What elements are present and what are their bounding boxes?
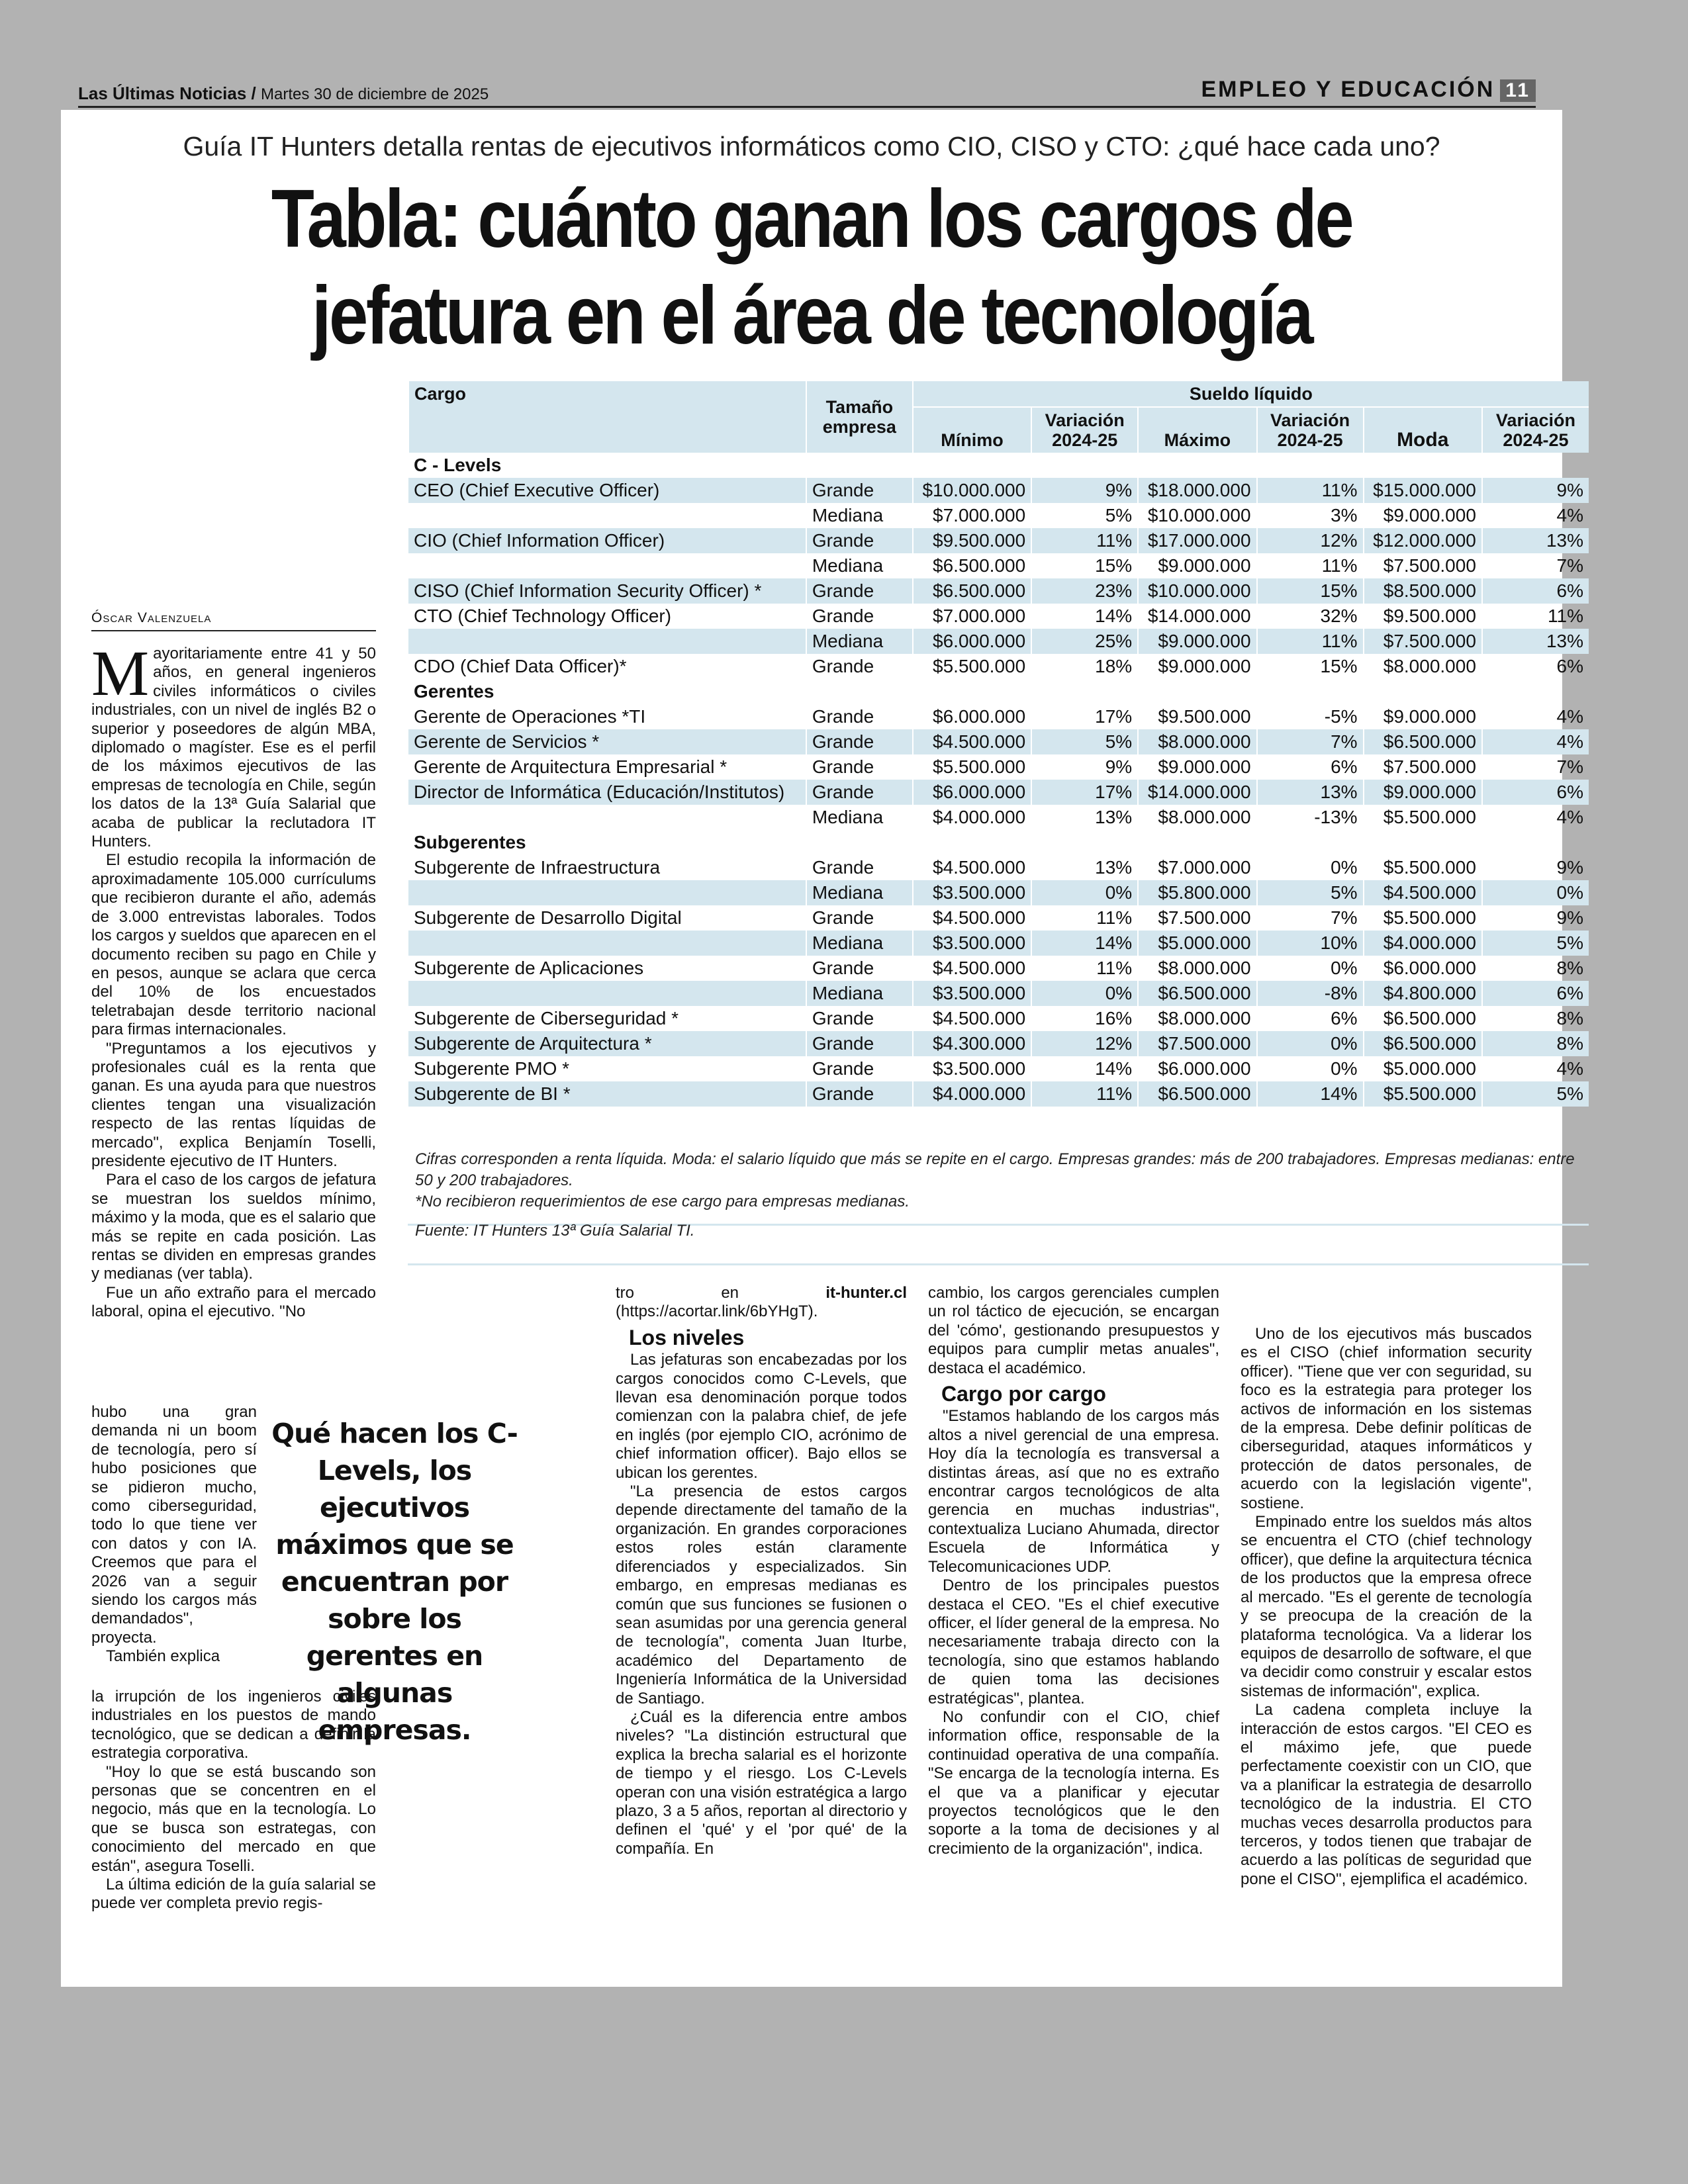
cell-value: 11% — [1257, 629, 1364, 654]
cell-value: 15% — [1257, 578, 1364, 604]
cell-cargo: Gerente de Operaciones *TI — [414, 706, 646, 727]
cell-value: 6% — [1257, 754, 1364, 780]
cell-value: $3.500.000 — [913, 1056, 1031, 1081]
cell-value: 15% — [1257, 654, 1364, 679]
cell-value: 4% — [1482, 1056, 1589, 1081]
table-row — [408, 754, 1589, 780]
cell-value: 11% — [1482, 604, 1589, 629]
table-row — [408, 1031, 1589, 1056]
cell-value: 11% — [1031, 905, 1138, 931]
paragraph: "Hoy lo que se está buscando son personas que se concentren en el negocio, más que en la tecnología. Lo que se busca son estrategas, con conocimiento del mercado en que están", asegura Toselli. — [91, 1762, 376, 1875]
masthead — [78, 77, 1536, 110]
cell-value: $7.500.000 — [1138, 1031, 1256, 1056]
cell-value: $9.000.000 — [1138, 553, 1256, 578]
header-size: Tamaño empresa — [806, 381, 913, 453]
paragraph: hubo una gran demanda ni un boom de tecnología, pero sí hubo posiciones que se pidieron mucho, como ciberseguridad, todo lo que tiene ver con datos y con IA. Creemos que para el 2026 van a seguir siendo los cargos más demandados", proyecta. — [91, 1403, 257, 1647]
cell-value: $7.000.000 — [1138, 855, 1256, 880]
cell-value: 14% — [1031, 931, 1138, 956]
table-row — [408, 704, 1589, 729]
cell-value: $9.000.000 — [1364, 503, 1482, 528]
table-body — [408, 453, 1589, 1107]
cell-size: Grande — [806, 855, 913, 880]
cell-value: 6% — [1482, 654, 1589, 679]
table-row — [408, 956, 1589, 981]
cell-cargo: Subgerente de Desarrollo Digital — [414, 907, 682, 928]
byline-rule — [91, 630, 376, 631]
table-row — [408, 805, 1589, 830]
cell-value: 18% — [1031, 654, 1138, 679]
cell-cargo: Director de Informática (Educación/Institutos) — [408, 780, 806, 805]
cell-value: $9.000.000 — [1364, 704, 1482, 729]
cell-value: 5% — [1031, 503, 1138, 528]
cell-cargo: Subgerente de Ciberseguridad * — [414, 1008, 679, 1028]
cell-cargo: Subgerente de Infraestructura — [414, 857, 661, 878]
cell-value: 7% — [1482, 754, 1589, 780]
paragraph: la irrupción de los ingenieros civiles industriales en los puestos de mando tecnológico, que se dedican a definir la estrategia corporativa. — [91, 1688, 376, 1762]
cell-size: Mediana — [806, 503, 913, 528]
cell-value: 3% — [1257, 503, 1364, 528]
cell-value: $5.000.000 — [1364, 1056, 1482, 1081]
cell-value: 9% — [1031, 754, 1138, 780]
table-row — [408, 503, 1589, 528]
cell-value: 6% — [1482, 981, 1589, 1006]
cell-cargo: CDO (Chief Data Officer)* — [414, 656, 627, 676]
paragraph: "Preguntamos a los ejecutivos y profesionales cuál es la renta que ganan. Es una ayuda para que nuestros clientes tengan una visualización respecto de las rentas líquidas de mercado", explica Benjamín Toselli, presidente ejecutivo de IT Hunters. — [91, 1039, 376, 1170]
cell-value: $4.000.000 — [913, 1081, 1031, 1107]
cell-value: $4.500.000 — [913, 956, 1031, 981]
paragraph: tro en it-hunter.cl (https://acortar.link/6bYHgT). — [616, 1284, 907, 1321]
paragraph: "La presencia de estos cargos depende directamente del tamaño de la organización. En grandes corporaciones estos roles están claramente diferenciados y especializados. Sin embargo, en empresas medianas es común que sus funciones se fusionen o sean asumidas por una gerencia general de tecnología", comenta Juan Iturbe, académico del Departamento de Ingeniería Informática de la Universidad de Santiago. — [616, 1482, 907, 1707]
cell-cargo — [408, 629, 806, 654]
cell-value: $5.800.000 — [1138, 880, 1256, 905]
paragraph: Las jefaturas son encabezadas por los cargos conocidos como C-Levels, que llevan esa denominación porque todos comienzan con la palabra chief, de jefe en inglés (por ejemplo CIO, acrónimo de chief information officer). Bajo ellos se ubican los gerentes. — [616, 1351, 907, 1482]
cell-value: $3.500.000 — [913, 880, 1031, 905]
cell-value: $15.000.000 — [1364, 478, 1482, 503]
cell-value: $6.000.000 — [1364, 956, 1482, 981]
cell-value: $3.500.000 — [913, 981, 1031, 1006]
cell-size: Grande — [806, 1006, 913, 1031]
cell-value: 16% — [1031, 1006, 1138, 1031]
table-note-asterisk: *No recibieron requerimientos de ese cargo para empresas medianas. — [415, 1193, 910, 1210]
cell-size: Mediana — [806, 981, 913, 1006]
cell-value: $9.000.000 — [1364, 780, 1482, 805]
table-row — [408, 478, 1589, 503]
cell-size: Grande — [806, 478, 913, 503]
cell-value: $6.500.000 — [1364, 1031, 1482, 1056]
cell-size: Mediana — [806, 931, 913, 956]
cell-value: 11% — [1031, 956, 1138, 981]
paragraph: La cadena completa incluye la interacción de estos cargos. "El CEO es el máximo jefe, que puede perfectamente coexistir con un CIO, que va a planificar la estrategia de desarrollo tecnológico de la industria. El CTO muchas veces desarrolla productos para terceros, y todos tienen que trabajar de acuerdo a las políticas de seguridad que pone el CISO", ejemplifica el académico. — [1241, 1701, 1532, 1888]
cell-size: Grande — [806, 578, 913, 604]
cell-value — [1482, 830, 1589, 855]
cell-value — [1138, 453, 1256, 478]
cell-value: 25% — [1031, 629, 1138, 654]
cell-value: $7.000.000 — [913, 604, 1031, 629]
cell-cargo: Gerente de Arquitectura Empresarial * — [414, 756, 727, 777]
cell-value: 13% — [1257, 780, 1364, 805]
cell-value: 8% — [1482, 956, 1589, 981]
cell-size: Grande — [806, 1031, 913, 1056]
paragraph: No confundir con el CIO, chief information office, responsable de la continuidad operativa de una compañía. "Se encarga de la tecnología interna. Es el que va a planificar y ejecutar proyectos tecnológicos que le den soporte a la toma de decisiones y al crecimiento de la organización", indica. — [928, 1707, 1219, 1858]
cell-value: $9.500.000 — [1364, 604, 1482, 629]
cell-value — [913, 679, 1031, 704]
drop-cap: M — [91, 638, 150, 709]
paragraph: El estudio recopila la información de aproximadamente 105.000 currículums que recibieron durante el año, además de 3.000 entrevistas laborales. Todos los cargos y sueldos que aparecen en el documento reciben su pago en Chile y en pesos, aunque se aclara que cerca del 10% de los encuestados teletrabajan desde territorio nacional para firmas internacionales. — [91, 851, 376, 1039]
masthead-paper-date — [78, 83, 489, 104]
cell-size: Grande — [806, 754, 913, 780]
cell-size: Mediana — [806, 880, 913, 905]
cell-size: Grande — [806, 654, 913, 679]
pull-quote: Qué hacen los C-Levels, los ejecutivos máximos que se encuentran por sobre los gerentes en algunas empresas. — [271, 1418, 518, 1746]
table-row — [408, 981, 1589, 1006]
cell-value — [1482, 453, 1589, 478]
cell-value: 9% — [1031, 478, 1138, 503]
cell-value: $7.500.000 — [1364, 629, 1482, 654]
cell-value: $14.000.000 — [1138, 604, 1256, 629]
column-1-bottom — [91, 1688, 376, 1913]
cell-size: Grande — [806, 604, 913, 629]
cell-value: $6.500.000 — [913, 553, 1031, 578]
cell-value — [1138, 830, 1256, 855]
cell-value — [1482, 679, 1589, 704]
cell-value: $8.000.000 — [1138, 729, 1256, 754]
table-row — [408, 528, 1589, 553]
cell-size: Grande — [806, 1056, 913, 1081]
cell-value: 0% — [1031, 880, 1138, 905]
cell-value: 8% — [1482, 1006, 1589, 1031]
cell-value: 12% — [1257, 528, 1364, 553]
cell-size: Mediana — [806, 805, 913, 830]
cell-size: Grande — [806, 704, 913, 729]
paper-name: Las Últimas Noticias — [78, 83, 247, 103]
cell-cargo — [408, 805, 806, 830]
masthead-rule — [78, 106, 1536, 108]
cell-cargo: CTO (Chief Technology Officer) — [414, 606, 672, 626]
cell-value: 12% — [1031, 1031, 1138, 1056]
cell-value: $7.500.000 — [1364, 754, 1482, 780]
cell-value: $5.500.000 — [1364, 1081, 1482, 1107]
header-variacion-max: Variación 2024-25 — [1257, 407, 1364, 453]
cell-value: $7.500.000 — [1364, 553, 1482, 578]
cell-value: $5.500.000 — [913, 654, 1031, 679]
cell-value: 23% — [1031, 578, 1138, 604]
cell-value: $5.500.000 — [1364, 855, 1482, 880]
paragraph: ¿Cuál es la diferencia entre ambos niveles? "La distinción estructural que explica la brecha salarial es el horizonte de tiempo y el riesgo. Los C-Levels operan con una visión estratégica a largo plazo, 3 a 5 años, reportan al directorio y definen el 'qué' y el 'por qué' de la compañía. En — [616, 1707, 907, 1858]
cell-value: $9.500.000 — [913, 528, 1031, 553]
cell-cargo: CISO (Chief Information Security Officer) * — [408, 578, 806, 604]
cell-value: $8.000.000 — [1138, 805, 1256, 830]
cell-value: $5.500.000 — [913, 754, 1031, 780]
cell-cargo: CEO (Chief Executive Officer) — [408, 478, 806, 503]
cell-value: $4.000.000 — [913, 805, 1031, 830]
header-variacion-min: Variación 2024-25 — [1031, 407, 1138, 453]
cell-value: $14.000.000 — [1138, 780, 1256, 805]
cell-value: $4.500.000 — [913, 855, 1031, 880]
header-minimo: Mínimo — [913, 407, 1031, 453]
kicker: Guía IT Hunters detalla rentas de ejecutivos informáticos como CIO, CISO y CTO: ¿qué hace cada uno? — [183, 131, 1440, 161]
cell-value: $18.000.000 — [1138, 478, 1256, 503]
cell-value: 0% — [1257, 956, 1364, 981]
headline-line-2: jefatura en el área de tecnología — [311, 270, 1312, 361]
cell-value: 4% — [1482, 805, 1589, 830]
paragraph: Mayoritariamente entre 41 y 50 años, en general ingenieros civiles informáticos o civiles industriales, con un nivel de inglés B2 o superior y poseedores de algún MBA, diplomado o magíster. Ese es el perfil de los máximos ejecutivos de las empresas de tecnología en Chile, según los datos de la 13ª Guía Salarial que acaba de publicar la reclutadora IT Hunters. — [91, 638, 376, 851]
cell-cargo: Subgerente de Aplicaciones — [414, 958, 644, 978]
cell-value: 6% — [1482, 780, 1589, 805]
table-row — [408, 1081, 1589, 1107]
header-sueldo-liquido: Sueldo líquido — [913, 381, 1589, 407]
table-row — [408, 679, 1589, 704]
cell-value: $6.000.000 — [913, 629, 1031, 654]
paragraph: cambio, los cargos gerenciales cumplen un rol táctico de ejecución, se encargan del 'cómo', gestionando presupuestos y equipos para cumplir metas anuales", destaca el académico. — [928, 1284, 1219, 1377]
cell-value: 4% — [1482, 729, 1589, 754]
cell-value: $4.800.000 — [1364, 981, 1482, 1006]
cell-cargo: CIO (Chief Information Officer) — [408, 528, 806, 553]
cell-value: 11% — [1031, 1081, 1138, 1107]
table-row — [408, 729, 1589, 754]
column-3 — [928, 1284, 1219, 1858]
cell-value: 5% — [1482, 931, 1589, 956]
header-moda: Moda — [1364, 407, 1482, 453]
cell-size — [806, 679, 913, 704]
table-row — [408, 629, 1589, 654]
cell-value — [1031, 679, 1138, 704]
cell-value: 17% — [1031, 780, 1138, 805]
column-1 — [91, 638, 376, 1322]
cell-value — [913, 453, 1031, 478]
notes-rule — [408, 1263, 1589, 1265]
cell-value: 15% — [1031, 553, 1138, 578]
table-row — [408, 453, 1589, 478]
header-maximo: Máximo — [1138, 407, 1256, 453]
cell-value — [1257, 453, 1364, 478]
cell-size — [806, 453, 913, 478]
table-row — [408, 604, 1589, 629]
cell-value: $4.000.000 — [1364, 931, 1482, 956]
cell-value: 9% — [1482, 905, 1589, 931]
cell-value: $8.500.000 — [1364, 578, 1482, 604]
cell-value: $6.000.000 — [913, 704, 1031, 729]
cell-value: $5.500.000 — [1364, 905, 1482, 931]
cell-value: $4.500.000 — [913, 1006, 1031, 1031]
cell-value: 5% — [1031, 729, 1138, 754]
paragraph: Empinado entre los sueldos más altos se encuentra el CTO (chief technology officer), que define la arquitectura técnica de los productos que la empresa ofrece al mercado. "Es el gerente de tecnología y se preocupa de la creación de la plataforma tecnológica. Va a liderar los equipos de desarrollo de software, el que va decidir como construir y escalar estos sistemas de información", explica. — [1241, 1513, 1532, 1700]
cell-cargo — [408, 981, 806, 1006]
cell-value: 6% — [1257, 1006, 1364, 1031]
cell-value — [1257, 679, 1364, 704]
cell-value: $12.000.000 — [1364, 528, 1482, 553]
cell-size: Mediana — [806, 553, 913, 578]
cell-value: $9.000.000 — [1138, 629, 1256, 654]
table-notes — [415, 1149, 1587, 1242]
cell-value: 7% — [1257, 905, 1364, 931]
issue-date: Martes 30 de diciembre de 2025 — [261, 85, 489, 103]
cell-value: $9.000.000 — [1138, 754, 1256, 780]
paragraph: También explica — [106, 1647, 220, 1666]
cell-value: $6.500.000 — [1364, 1006, 1482, 1031]
cell-value — [1364, 830, 1482, 855]
cell-value — [1364, 679, 1482, 704]
cell-cargo — [408, 880, 806, 905]
masthead-separator: / — [251, 83, 256, 103]
cell-size: Mediana — [806, 629, 913, 654]
table-row — [408, 578, 1589, 604]
cell-value — [1031, 453, 1138, 478]
cell-value — [1138, 679, 1256, 704]
table-row — [408, 1006, 1589, 1031]
cell-size: Grande — [806, 780, 913, 805]
cell-value: $7.500.000 — [1138, 905, 1256, 931]
cell-cargo: Gerente de Servicios * — [408, 729, 806, 754]
paragraph: Uno de los ejecutivos más buscados es el CISO (chief information security officer). "Tiene que ver con seguridad, su foco es la estrategia para proteger los activos de información en los sistemas de la empresa. Debe definir políticas de ciberseguridad, ataques informáticos y protección de datos personales, de acuerdo con la legislación vigente", sostiene. — [1241, 1325, 1532, 1512]
cell-value: $4.500.000 — [913, 905, 1031, 931]
cell-value: 8% — [1482, 1031, 1589, 1056]
cell-size: Grande — [806, 528, 913, 553]
cell-value: $10.000.000 — [1138, 503, 1256, 528]
cell-value: $9.500.000 — [1138, 704, 1256, 729]
cell-value: $6.500.000 — [1138, 1081, 1256, 1107]
cell-value: $3.500.000 — [913, 931, 1031, 956]
cell-value: 14% — [1031, 604, 1138, 629]
column-2 — [616, 1284, 907, 1858]
cell-cargo: Subgerente PMO * — [414, 1058, 570, 1079]
headline-line-1: Tabla: cuánto ganan los cargos de — [271, 173, 1352, 265]
cell-value: $6.500.000 — [1364, 729, 1482, 754]
cell-value: $5.500.000 — [1364, 805, 1482, 830]
column-4 — [1241, 1325, 1532, 1889]
cell-value: $9.000.000 — [1138, 654, 1256, 679]
table-row — [408, 855, 1589, 880]
cell-value: 11% — [1257, 478, 1364, 503]
paragraph: Dentro de los principales puestos destaca el CEO. "Es el chief executive officer, el líder general de la empresa. No necesariamente trabaja directo con la tecnología, sino que estamos hablando de quien toma las decisiones estratégicas", plantea. — [928, 1576, 1219, 1707]
subhead-los-niveles: Los niveles — [629, 1325, 745, 1349]
table-note: Cifras corresponden a renta líquida. Moda: el salario líquido que más se repite en el cargo. Empresas grandes: más de 200 trabajadores. Empresas medianas: entre 50 y 200 trabajadores. — [415, 1150, 1575, 1189]
cell-value: 0% — [1257, 855, 1364, 880]
cell-value: $17.000.000 — [1138, 528, 1256, 553]
cell-value: 11% — [1031, 528, 1138, 553]
header-variacion-moda: Variación 2024-25 — [1482, 407, 1589, 453]
cell-value: $4.500.000 — [913, 729, 1031, 754]
cell-value: 5% — [1482, 1081, 1589, 1107]
cell-value: 11% — [1257, 553, 1364, 578]
column-1-wrap — [91, 1403, 257, 1666]
cell-value: 5% — [1257, 880, 1364, 905]
table-source: Fuente: IT Hunters 13ª Guía Salarial TI. — [415, 1222, 695, 1240]
cell-value: 9% — [1482, 855, 1589, 880]
cell-value: -8% — [1257, 981, 1364, 1006]
newspaper-page — [61, 110, 1583, 1987]
table-row — [408, 830, 1589, 855]
cell-value: $6.000.000 — [913, 780, 1031, 805]
cell-value — [913, 830, 1031, 855]
cell-value: $8.000.000 — [1138, 956, 1256, 981]
paragraph: "Estamos hablando de los cargos más altos a nivel gerencial de una empresa. Hoy día la tecnología es transversal a distintas áreas, así que no es extraño encontrar cargos tecnológicos de alta gerencia en muchas industrias", contextualiza Luciano Ahumada, director Escuela de Informática y Telecomunicaciones UDP. — [928, 1407, 1219, 1576]
cell-cargo: C - Levels — [414, 455, 502, 475]
section-name: EMPLEO Y EDUCACIÓN — [1201, 77, 1495, 102]
cell-cargo — [408, 553, 806, 578]
cell-cargo: Subgerentes — [414, 832, 526, 852]
byline: Óscar Valenzuela — [91, 610, 212, 625]
table-row — [408, 1056, 1589, 1081]
cell-value: $8.000.000 — [1364, 654, 1482, 679]
cell-value: 0% — [1257, 1056, 1364, 1081]
cell-value: 4% — [1482, 704, 1589, 729]
table-row — [408, 880, 1589, 905]
section-label — [1201, 77, 1536, 103]
cell-value: 13% — [1482, 629, 1589, 654]
subhead-cargo-por-cargo: Cargo por cargo — [941, 1382, 1106, 1406]
cell-value: $6.500.000 — [913, 578, 1031, 604]
cell-cargo: Subgerente de BI * — [408, 1081, 806, 1107]
cell-value: $5.000.000 — [1138, 931, 1256, 956]
cell-size: Grande — [806, 729, 913, 754]
cell-value: $7.000.000 — [913, 503, 1031, 528]
cell-value: 32% — [1257, 604, 1364, 629]
cell-value — [1257, 830, 1364, 855]
cell-value: $4.500.000 — [1364, 880, 1482, 905]
cell-value: 17% — [1031, 704, 1138, 729]
cell-value: 13% — [1031, 855, 1138, 880]
cell-value: 6% — [1482, 578, 1589, 604]
cell-value — [1031, 830, 1138, 855]
cell-value: $10.000.000 — [913, 478, 1031, 503]
cell-value — [1364, 453, 1482, 478]
cell-cargo: Subgerente de Arquitectura * — [408, 1031, 806, 1056]
cell-cargo: Gerentes — [414, 681, 494, 702]
cell-value: 0% — [1482, 880, 1589, 905]
cell-size — [806, 830, 913, 855]
salary-table — [408, 381, 1589, 1107]
cell-value: 0% — [1031, 981, 1138, 1006]
cell-value: $8.000.000 — [1138, 1006, 1256, 1031]
cell-value: 7% — [1257, 729, 1364, 754]
cell-size: Grande — [806, 1081, 913, 1107]
cell-value: 14% — [1257, 1081, 1364, 1107]
cell-value: -13% — [1257, 805, 1364, 830]
headline — [166, 171, 1457, 364]
paragraph: Fue un año extraño para el mercado laboral, opina el ejecutivo. "No — [91, 1283, 376, 1321]
page-number: 11 — [1500, 79, 1536, 102]
table-row — [408, 553, 1589, 578]
guide-link[interactable]: it-hunter.cl — [825, 1284, 907, 1302]
cell-value: -5% — [1257, 704, 1364, 729]
cell-value: 13% — [1031, 805, 1138, 830]
cell-value: 13% — [1482, 528, 1589, 553]
cell-value: $6.000.000 — [1138, 1056, 1256, 1081]
cell-value: $4.300.000 — [913, 1031, 1031, 1056]
cell-cargo — [408, 503, 806, 528]
table-row — [408, 905, 1589, 931]
paragraph: Para el caso de los cargos de jefatura se muestran los sueldos mínimo, máximo y la moda, que es el salario que más se repite en cada posición. Las rentas se dividen en empresas grandes y medianas (ver tabla). — [91, 1171, 376, 1283]
cell-value: 0% — [1257, 1031, 1364, 1056]
cell-value: 9% — [1482, 478, 1589, 503]
cell-value: 14% — [1031, 1056, 1138, 1081]
cell-size: Grande — [806, 905, 913, 931]
cell-value: 7% — [1482, 553, 1589, 578]
header-cargo: Cargo — [408, 381, 806, 453]
cell-cargo — [408, 931, 806, 956]
cell-size: Grande — [806, 956, 913, 981]
cell-value: 4% — [1482, 503, 1589, 528]
table-row — [408, 780, 1589, 805]
cell-value: 10% — [1257, 931, 1364, 956]
table-row — [408, 931, 1589, 956]
cell-value: $10.000.000 — [1138, 578, 1256, 604]
table-row — [408, 654, 1589, 679]
cell-value: $6.500.000 — [1138, 981, 1256, 1006]
paragraph: La última edición de la guía salarial se puede ver completa previo regis- — [91, 1876, 376, 1913]
